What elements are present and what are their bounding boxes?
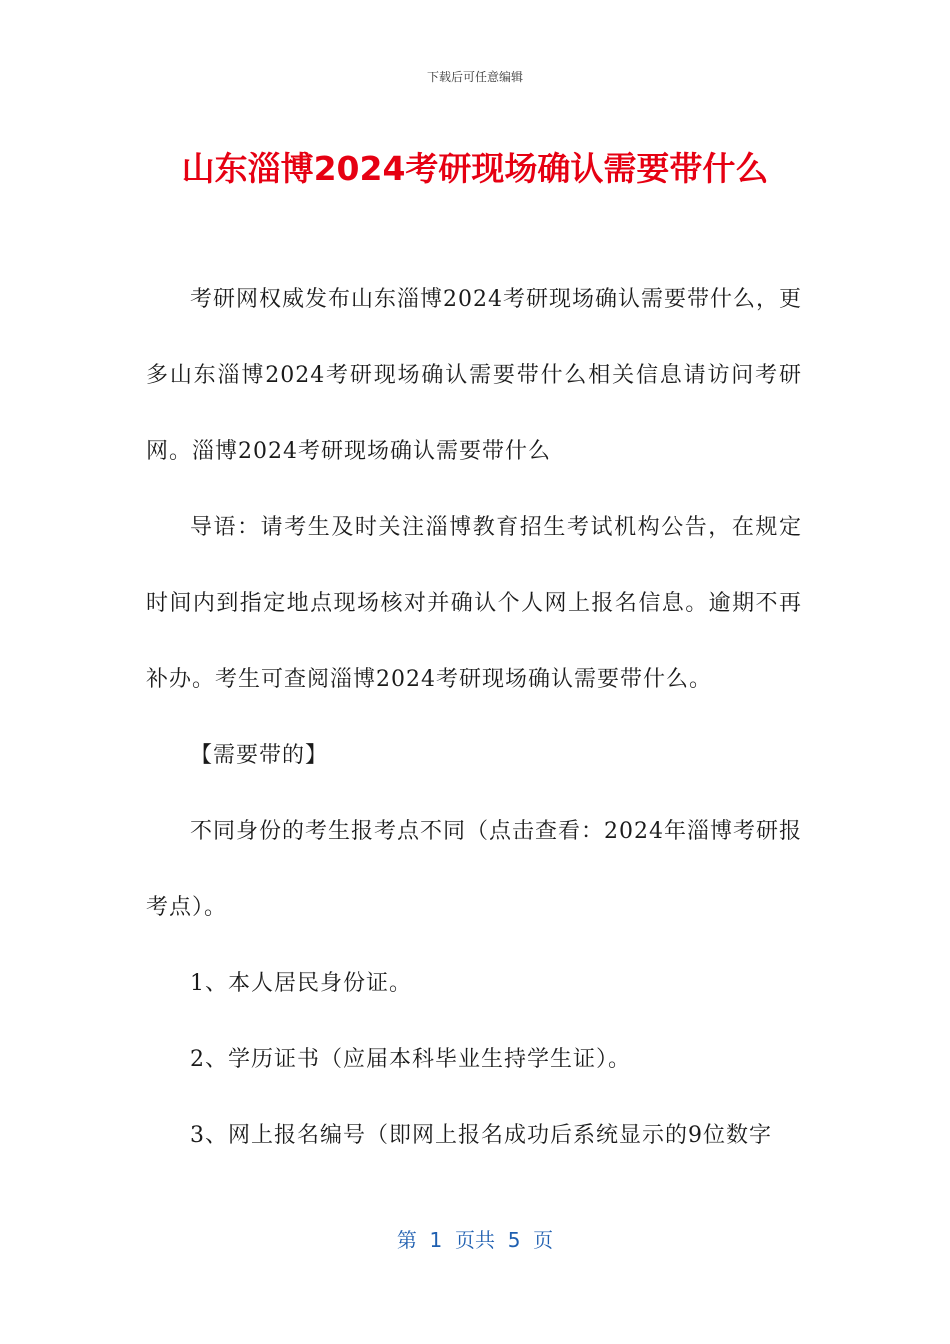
document-body <box>146 262 802 1174</box>
lead-paragraph: 导语：请考生及时关注淄博教育招生考试机构公告，在规定时间内到指定地点现场核对并确认个人网上报名信息。逾期不再补办。考生可查阅淄博2024考研现场确认需要带什么。 <box>146 515 802 692</box>
page-footer: 第 1 页共 5 页 <box>396 1228 554 1252</box>
list-item: 1、本人居民身份证。 <box>190 971 412 996</box>
exam-site-paragraph: 不同身份的考生报考点不同（点击查看：2024年淄博考研报考点）。 <box>146 819 802 920</box>
list-item: 3、网上报名编号（即网上报名成功后系统显示的9位数字 <box>190 1123 772 1148</box>
header-note: 下载后可任意编辑 <box>426 70 523 84</box>
list-item: 2、学历证书（应届本科毕业生持学生证）。 <box>190 1047 631 1072</box>
document-title: 山东淄博2024考研现场确认需要带什么 <box>181 149 769 188</box>
intro-paragraph: 考研网权威发布山东淄博2024考研现场确认需要带什么，更多山东淄博2024考研现场确认需要带什么相关信息请访问考研网。淄博2024考研现场确认需要带什么 <box>146 287 802 464</box>
section-heading: 【需要带的】 <box>190 743 329 768</box>
